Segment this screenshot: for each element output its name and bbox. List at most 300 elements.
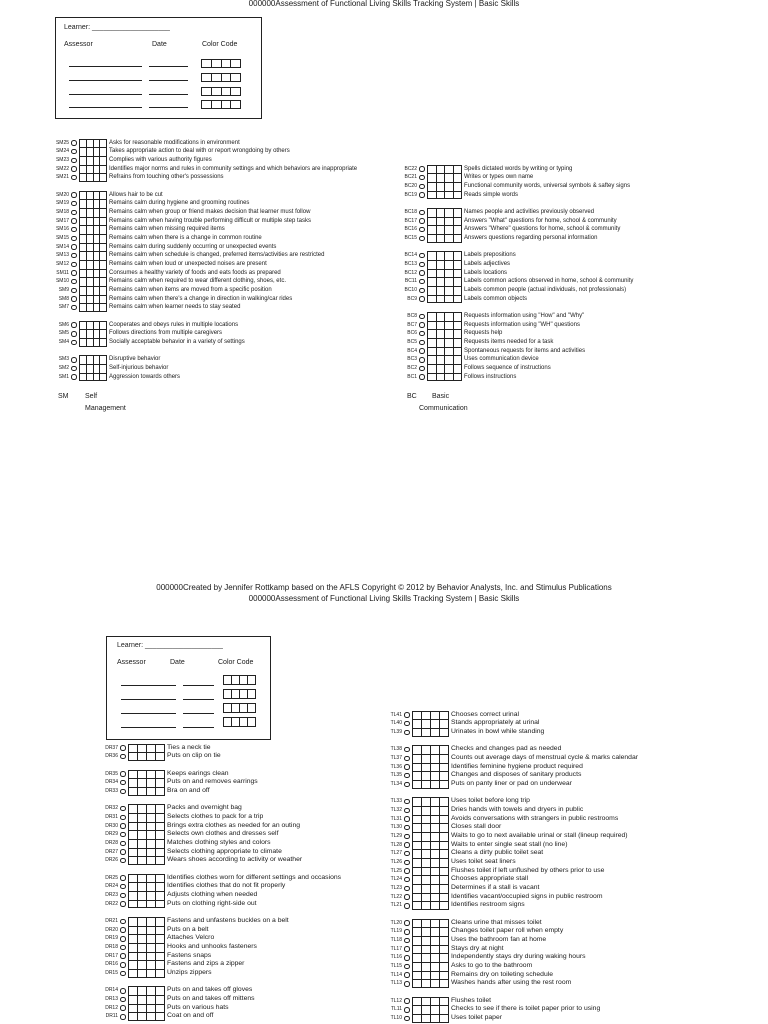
tracking-cell <box>439 945 448 954</box>
tracking-cell <box>137 891 146 900</box>
tracking-cell <box>436 217 445 226</box>
status-circle <box>403 953 411 962</box>
tracking-cell <box>137 874 146 883</box>
tracking-cell <box>86 269 93 278</box>
tracking-cell <box>128 960 137 969</box>
tracking-cell <box>99 147 106 156</box>
tracking-cell <box>79 139 86 148</box>
tracking-cell <box>436 321 445 330</box>
status-circle <box>119 778 127 787</box>
tracking-cell <box>137 960 146 969</box>
skill-description: Labels adjectives <box>464 261 511 268</box>
tracking-cell <box>93 243 100 252</box>
skill-code: DR23 <box>105 892 118 899</box>
skill-code: BC13 <box>404 261 417 268</box>
tracking-cell <box>453 165 462 174</box>
tracking-cells <box>427 277 462 286</box>
tracking-cell <box>86 355 93 364</box>
tracking-cell <box>453 208 462 217</box>
tracking-cell <box>137 952 146 961</box>
skill-group <box>383 797 638 910</box>
tracking-cell <box>79 286 86 295</box>
tracking-cell <box>128 839 137 848</box>
tracking-cell <box>146 874 155 883</box>
skill-row <box>99 856 341 865</box>
tracking-cell <box>412 927 421 936</box>
tracking-cell <box>430 971 439 980</box>
skill-description: Bra on and off <box>167 787 210 794</box>
skill-code: TL37 <box>390 755 402 761</box>
tracking-cells <box>427 338 462 347</box>
tracking-cell <box>146 856 155 865</box>
tracking-cell <box>155 778 164 787</box>
status-circle <box>119 952 127 961</box>
tracking-cells <box>412 1005 449 1014</box>
assessor-line <box>69 94 142 95</box>
tracking-cell <box>444 173 453 182</box>
tracking-cell <box>146 891 155 900</box>
skill-group <box>99 770 341 796</box>
tracking-cells <box>427 191 462 200</box>
tracking-cell <box>430 754 439 763</box>
skill-code: SM15 <box>55 235 69 242</box>
tracking-cell <box>430 919 439 928</box>
tracking-cells <box>427 286 462 295</box>
status-circle <box>70 329 78 338</box>
skill-code: BC17 <box>404 217 417 224</box>
tracking-cells <box>128 804 165 813</box>
skill-code: BC3 <box>407 356 417 363</box>
tracking-cell <box>421 797 430 806</box>
tracking-cells <box>427 225 462 234</box>
tracking-cell <box>146 848 155 857</box>
skill-code: TL22 <box>390 893 402 900</box>
skill-code: DR26 <box>105 857 118 864</box>
color-code-boxes <box>201 59 241 68</box>
tracking-cell <box>421 858 430 867</box>
tracking-cell <box>93 329 100 338</box>
skill-row <box>398 208 633 217</box>
skill-description: Socially acceptable behavior in a variety of settings <box>109 339 245 346</box>
tracking-cells <box>79 321 107 330</box>
skill-row <box>383 1014 638 1023</box>
learner-label: Learner: ____________________ <box>117 642 223 649</box>
tracking-cell <box>439 719 448 728</box>
status-circle <box>70 156 78 165</box>
tracking-cell <box>128 856 137 865</box>
tracking-cell <box>427 373 436 382</box>
color-code-boxes <box>201 87 241 96</box>
tracking-cell <box>427 191 436 200</box>
tracking-cell <box>93 191 100 200</box>
skill-code: DR34 <box>105 779 118 786</box>
tracking-cell <box>146 813 155 822</box>
tracking-cells <box>79 286 107 295</box>
status-circle <box>119 1012 127 1021</box>
tracking-cell <box>86 329 93 338</box>
tracking-cell <box>444 338 453 347</box>
skill-row <box>398 234 633 243</box>
tracking-cell <box>86 217 93 226</box>
skill-row <box>383 849 638 858</box>
skill-code: SM19 <box>55 200 69 207</box>
status-circle <box>119 900 127 909</box>
tracking-cells <box>79 269 107 278</box>
tracking-cell <box>439 962 448 971</box>
skill-code: DR30 <box>105 822 118 829</box>
tracking-cell <box>453 260 462 269</box>
tracking-cell <box>146 787 155 796</box>
credit-line: 000000Created by Jennifer Rottkamp based on the AFLS Copyright © 2012 by Behavior Analysts, Inc. and Stimulus Publications <box>156 583 612 592</box>
tracking-cell <box>86 208 93 217</box>
skill-code: DR19 <box>105 935 118 942</box>
status-circle <box>418 295 426 304</box>
tracking-cell <box>137 900 146 909</box>
tracking-cells <box>412 832 449 841</box>
tracking-cells <box>79 277 107 286</box>
tracking-cell <box>99 173 106 182</box>
skill-row <box>383 780 638 789</box>
skill-code: DR24 <box>105 883 118 890</box>
skill-description: Keeps earings clean <box>167 769 229 777</box>
tracking-cell <box>155 856 164 865</box>
skill-row <box>398 355 633 364</box>
skill-row <box>398 321 633 330</box>
skill-code: BC8 <box>407 313 417 320</box>
skill-description: Remains calm when items are moved from a specific position <box>109 287 272 294</box>
tracking-cells <box>79 173 107 182</box>
tracking-cell <box>444 347 453 356</box>
tracking-cell <box>427 295 436 304</box>
skill-description: Chooses appropriate stall <box>451 875 529 883</box>
tracking-cell <box>427 182 436 191</box>
tracking-cell <box>99 199 106 208</box>
tracking-cell <box>93 269 100 278</box>
tracking-cell <box>86 225 93 234</box>
skill-code: SM4 <box>58 339 69 346</box>
tracking-cells <box>128 995 165 1004</box>
status-circle <box>418 286 426 295</box>
status-circle <box>403 945 411 954</box>
skill-code: DR11 <box>105 1013 118 1020</box>
skill-code: SM7 <box>58 304 69 311</box>
tracking-cell <box>155 926 164 935</box>
tracking-cells <box>79 338 107 347</box>
status-circle <box>403 797 411 806</box>
tracking-cell <box>128 822 137 831</box>
status-circle <box>418 225 426 234</box>
tracking-cell <box>79 295 86 304</box>
tracking-cell <box>430 745 439 754</box>
tracking-cell <box>412 841 421 850</box>
skill-description: Uses toilet paper <box>451 1014 503 1022</box>
tracking-cell <box>427 338 436 347</box>
status-circle <box>418 277 426 286</box>
tracking-cell <box>128 848 137 857</box>
tracking-cell <box>128 1012 137 1021</box>
tracking-cell <box>86 191 93 200</box>
tracking-cell <box>444 277 453 286</box>
skill-row <box>398 165 633 174</box>
skill-description: Allows hair to be cut <box>109 191 163 198</box>
skill-row <box>99 744 341 753</box>
tracking-cell <box>439 849 448 858</box>
tracking-cell <box>93 303 100 312</box>
tracking-cell <box>155 891 164 900</box>
tracking-cell <box>453 251 462 260</box>
skill-row <box>383 936 638 945</box>
skill-row <box>383 927 638 936</box>
tracking-cell <box>155 960 164 969</box>
skill-row <box>50 165 357 174</box>
tracking-cell <box>146 830 155 839</box>
tracking-cell <box>430 780 439 789</box>
tracking-cells <box>128 934 165 943</box>
skill-code: BC4 <box>407 347 417 354</box>
tracking-cell <box>155 752 164 761</box>
tracking-cells <box>128 891 165 900</box>
skill-code: TL17 <box>390 945 402 952</box>
skill-description: Brings extra clothes as needed for an outing <box>167 821 301 829</box>
tracking-cell <box>93 338 100 347</box>
tracking-cell <box>430 728 439 737</box>
tracking-cell <box>137 926 146 935</box>
tracking-cells <box>412 893 449 902</box>
tracking-cell <box>436 260 445 269</box>
status-circle <box>403 823 411 832</box>
tracking-cells <box>427 295 462 304</box>
tracking-cell <box>444 321 453 330</box>
tracking-cell <box>439 841 448 850</box>
tracking-cell <box>453 312 462 321</box>
tracking-cell <box>430 884 439 893</box>
skill-description: Refrains from touching other's possessions <box>109 174 224 181</box>
tracking-cell <box>155 995 164 1004</box>
skill-code: BC2 <box>407 365 417 372</box>
skill-group <box>398 251 633 303</box>
tracking-cell <box>93 321 100 330</box>
skill-row <box>99 960 341 969</box>
tracking-cells <box>412 979 449 988</box>
tracking-cell <box>93 147 100 156</box>
tracking-cell <box>128 778 137 787</box>
tracking-cell <box>155 813 164 822</box>
skill-code: DR21 <box>105 918 118 925</box>
tracking-cell <box>137 804 146 813</box>
skill-row <box>50 364 357 373</box>
assessor-line <box>121 699 176 700</box>
tracking-cell <box>99 286 106 295</box>
tracking-cell <box>79 364 86 373</box>
tracking-cells <box>412 875 449 884</box>
skill-row <box>398 260 633 269</box>
skill-code: DR12 <box>105 1004 118 1011</box>
tracking-cell <box>427 347 436 356</box>
skill-row <box>99 900 341 909</box>
tracking-cells <box>412 823 449 832</box>
tracking-cell <box>430 945 439 954</box>
skill-description: Uses the bathroom fan at home <box>451 936 547 944</box>
tracking-cell <box>421 919 430 928</box>
tracking-cell <box>421 971 430 980</box>
skill-code: DR15 <box>105 970 118 977</box>
skill-row <box>398 191 633 200</box>
tracking-cell <box>453 182 462 191</box>
skill-code: TL21 <box>390 902 402 909</box>
tracking-cells <box>128 986 165 995</box>
status-circle <box>403 711 411 720</box>
tracking-cell <box>412 754 421 763</box>
status-circle <box>403 884 411 893</box>
status-circle <box>119 848 127 857</box>
skill-row <box>50 199 357 208</box>
tracking-cells <box>427 173 462 182</box>
tracking-cell <box>155 917 164 926</box>
tracking-cell <box>412 936 421 945</box>
skill-code: SM5 <box>58 330 69 337</box>
tracking-cell <box>137 917 146 926</box>
status-circle <box>418 208 426 217</box>
skill-code: SM11 <box>56 269 69 276</box>
skill-row <box>398 364 633 373</box>
tracking-cell <box>146 770 155 779</box>
tracking-cell <box>412 945 421 954</box>
tracking-cells <box>412 711 449 720</box>
skill-row <box>383 823 638 832</box>
skill-code: BC12 <box>404 269 417 276</box>
tracking-cells <box>79 225 107 234</box>
tracking-cell <box>439 823 448 832</box>
status-circle <box>403 754 411 763</box>
tracking-cell <box>99 321 106 330</box>
tracking-cell <box>430 953 439 962</box>
status-circle <box>70 165 78 174</box>
skill-row <box>398 269 633 278</box>
skill-description: Waits to go to next available urinal or stall (lineup required) <box>451 832 628 840</box>
skill-code: SM8 <box>58 295 69 302</box>
assessor-line <box>121 685 176 686</box>
skill-description: Remains calm when having trouble performing difficult or multiple step tasks <box>109 217 311 224</box>
assessor-line <box>69 107 142 108</box>
tracking-cells <box>427 321 462 330</box>
skill-row <box>398 338 633 347</box>
skill-row <box>383 832 638 841</box>
skill-code: TL34 <box>390 781 402 788</box>
tracking-cell <box>99 217 106 226</box>
learner-label: Learner: ____________________ <box>64 24 170 31</box>
tracking-cell <box>146 1012 155 1021</box>
skill-description: Requests information using "WH" questions <box>464 321 580 328</box>
skill-row <box>383 797 638 806</box>
skill-group <box>99 874 341 909</box>
tracking-cell <box>86 199 93 208</box>
tracking-cell <box>412 858 421 867</box>
tracking-cell <box>421 754 430 763</box>
skill-code: BC10 <box>404 287 417 294</box>
skill-description: Labels common objects <box>464 295 528 302</box>
skill-row <box>383 763 638 772</box>
tracking-cell <box>436 165 445 174</box>
tracking-cell <box>430 1005 439 1014</box>
skill-row <box>50 355 357 364</box>
status-circle <box>403 971 411 980</box>
skill-description: Consumes a healthy variety of foods and eats foods as prepared <box>109 269 281 276</box>
tracking-cells <box>427 373 462 382</box>
status-circle <box>70 373 78 382</box>
tracking-cell <box>99 234 106 243</box>
skill-description: Takes appropriate action to deal with or report wrongdoing by others <box>109 148 290 155</box>
status-circle <box>119 926 127 935</box>
skill-code: TL40 <box>390 720 402 727</box>
skill-description: Uses toilet before long trip <box>451 797 530 805</box>
skill-row <box>383 962 638 971</box>
tracking-cell <box>436 173 445 182</box>
status-circle <box>119 856 127 865</box>
skill-row <box>50 329 357 338</box>
skill-description: Selects clothing appropriate to climate <box>167 847 282 855</box>
tracking-cells <box>412 797 449 806</box>
tracking-cell <box>155 943 164 952</box>
tracking-cell <box>439 858 448 867</box>
tracking-cell <box>137 1012 146 1021</box>
status-circle <box>119 934 127 943</box>
assessor-line <box>69 66 142 67</box>
status-circle <box>418 234 426 243</box>
date-line <box>149 94 188 95</box>
tracking-cell <box>427 208 436 217</box>
toileting-skills <box>383 711 638 1023</box>
skill-code: SM9 <box>58 287 69 294</box>
tracking-cell <box>99 243 106 252</box>
tracking-cell <box>146 744 155 753</box>
tracking-cell <box>128 874 137 883</box>
skill-description: Remains calm during suddenly occurring or unexpected events <box>109 243 277 250</box>
skill-row <box>383 841 638 850</box>
tracking-cell <box>439 971 448 980</box>
page-header: 000000Assessment of Functional Living Skills Tracking System | Basic Skills <box>248 594 520 603</box>
tracking-cells <box>412 728 449 737</box>
status-circle <box>418 269 426 278</box>
status-circle <box>119 1004 127 1013</box>
tracking-cell <box>137 839 146 848</box>
tracking-cell <box>99 156 106 165</box>
skill-row <box>50 156 357 165</box>
skill-row <box>50 251 357 260</box>
status-circle <box>119 804 127 813</box>
tracking-cell <box>79 191 86 200</box>
tracking-cell <box>430 797 439 806</box>
status-circle <box>403 728 411 737</box>
tracking-cell <box>430 849 439 858</box>
tracking-cell <box>453 225 462 234</box>
tracking-cell <box>146 995 155 1004</box>
tracking-cell <box>155 787 164 796</box>
skill-row <box>398 251 633 260</box>
skill-description: Remains calm when group or friend makes decision that learner must follow <box>109 209 311 216</box>
skill-code: BC1 <box>407 373 417 380</box>
tracking-cell <box>146 804 155 813</box>
tracking-cells <box>128 856 165 865</box>
tracking-cell <box>412 745 421 754</box>
skill-description: Puts on a belt <box>167 925 209 933</box>
skill-group <box>99 986 341 1021</box>
tracking-cell <box>421 815 430 824</box>
tracking-cell <box>137 934 146 943</box>
skill-row <box>99 822 341 831</box>
skill-description: Remains calm during hygiene and grooming routines <box>109 200 250 207</box>
tracking-cell <box>412 711 421 720</box>
status-circle <box>70 295 78 304</box>
